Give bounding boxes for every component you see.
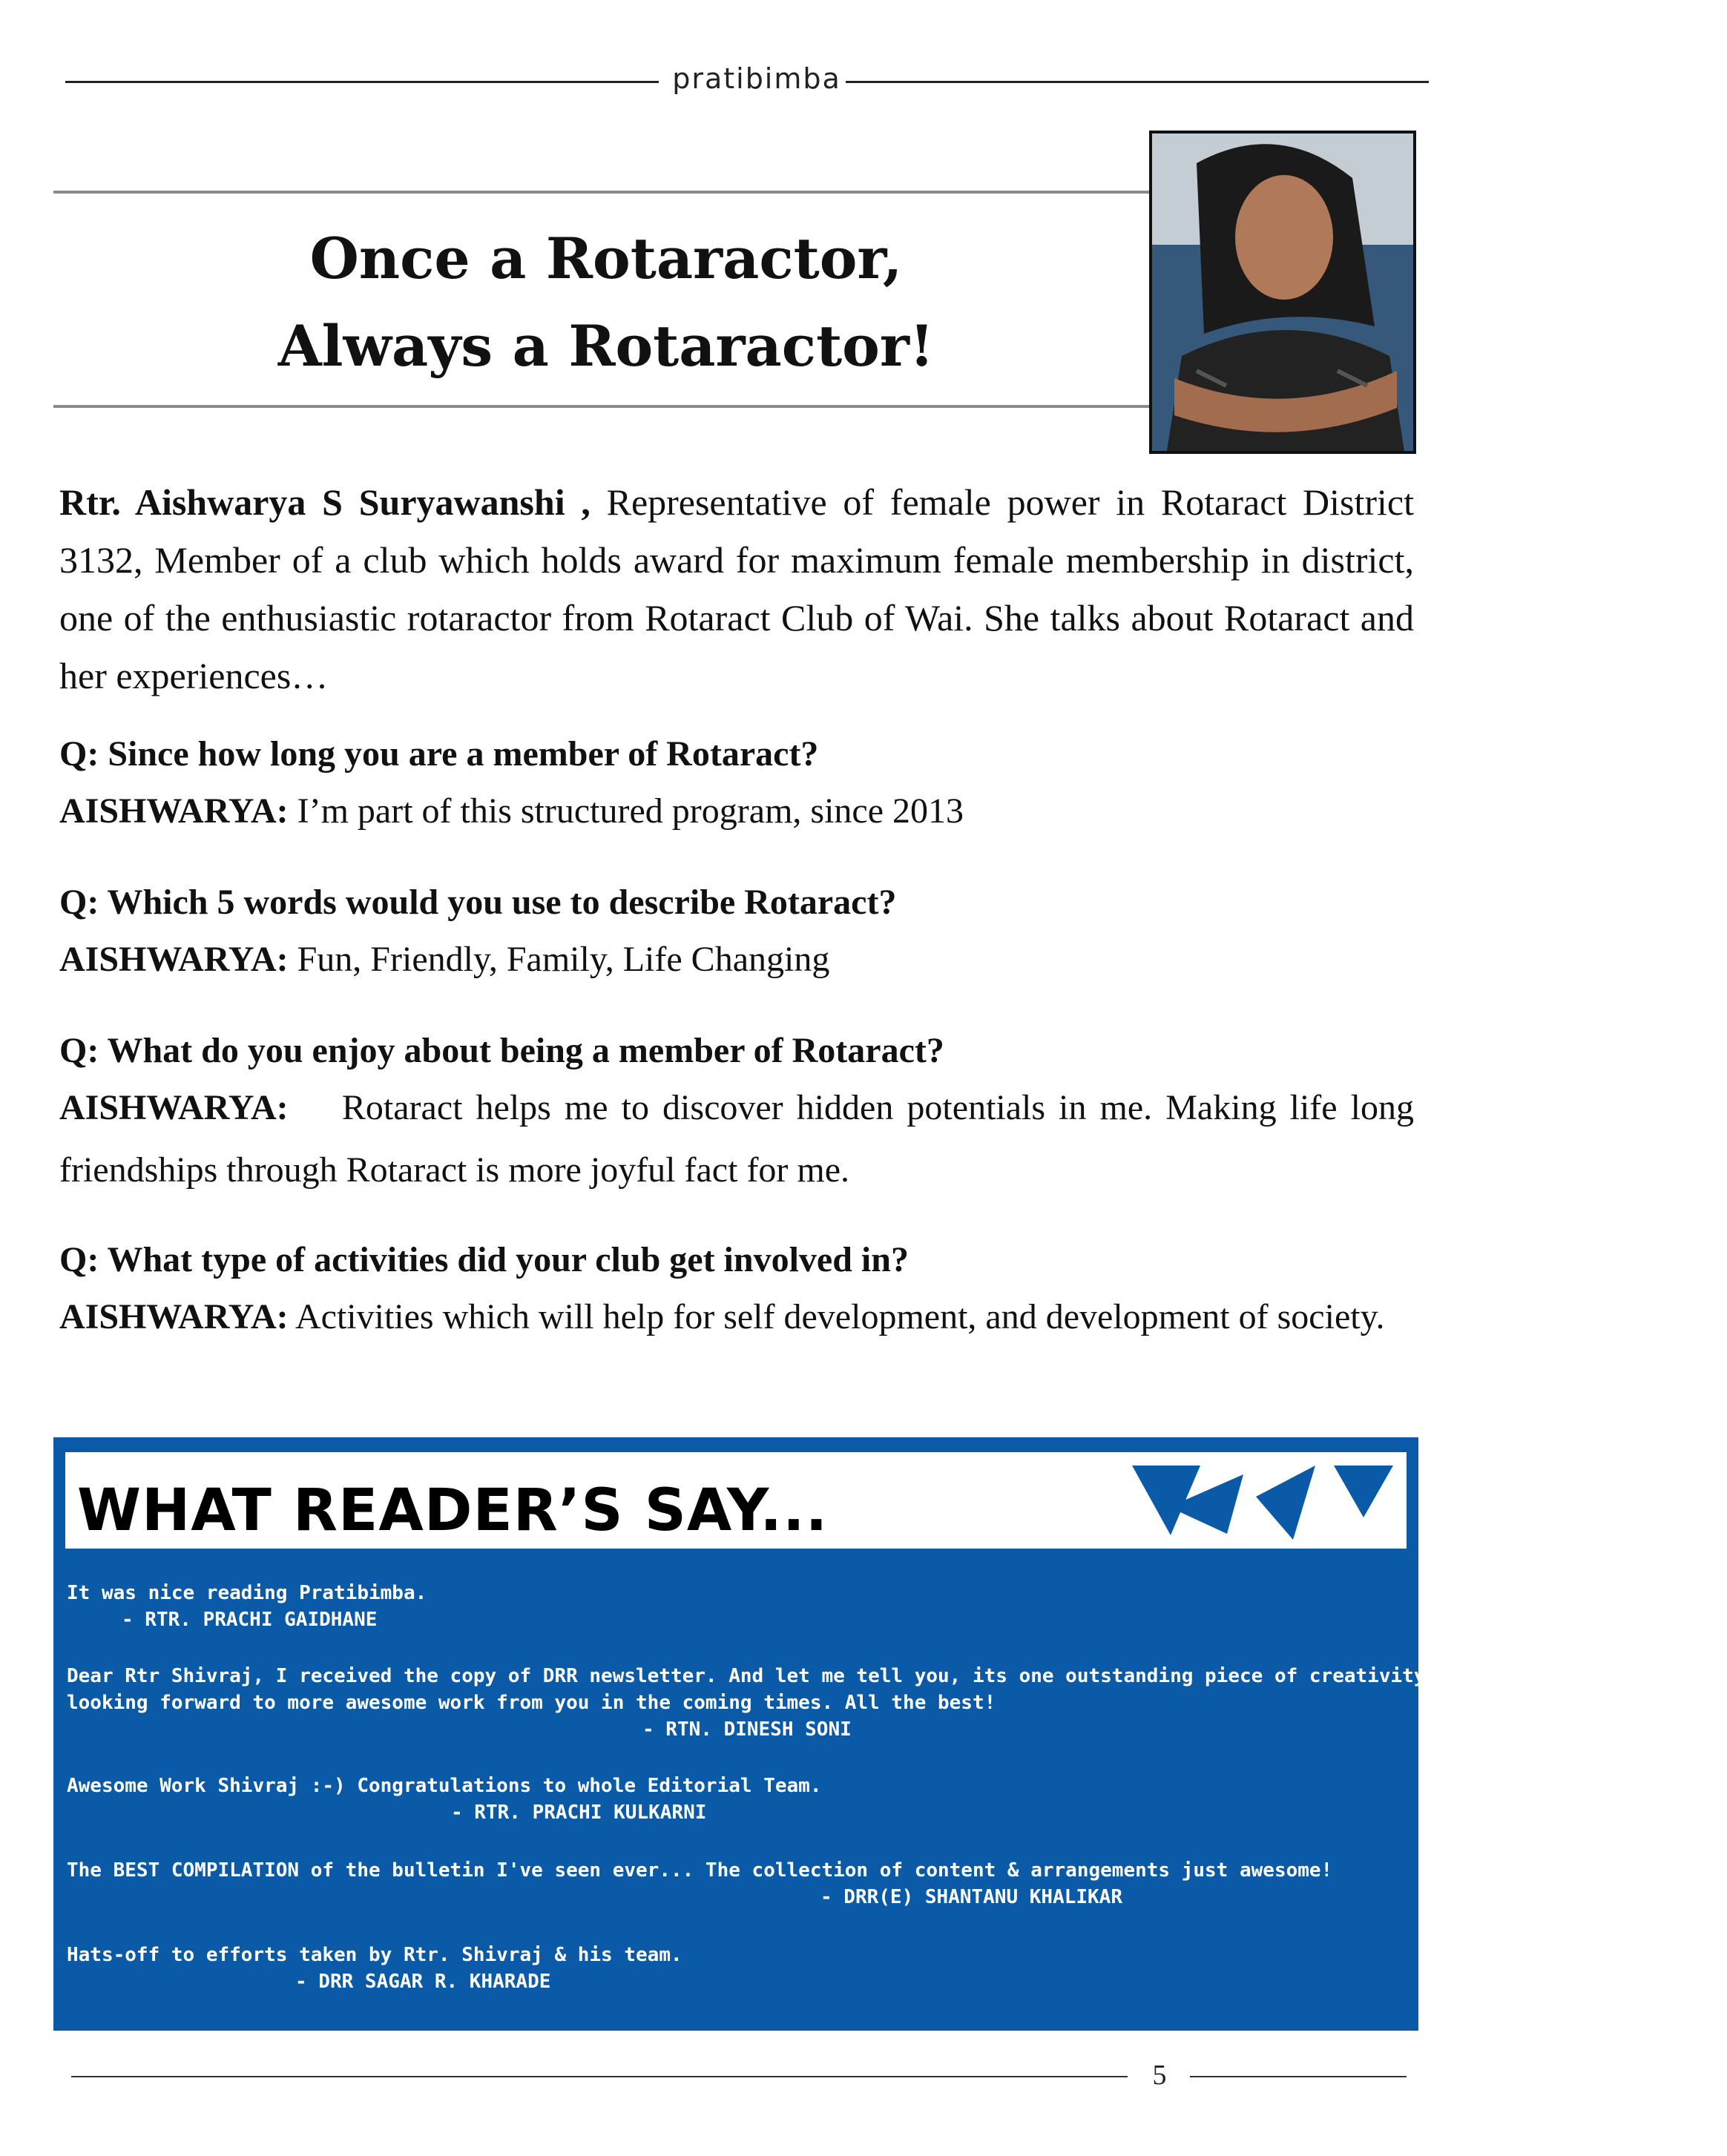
feedback-2-author: - RTN. DINESH SONI bbox=[642, 1718, 852, 1741]
readers-header bbox=[65, 1452, 1407, 1549]
feedback-5 bbox=[53, 1942, 1418, 1995]
question-3: Q: What do you enjoy about being a member of Rotaract? bbox=[59, 1031, 944, 1070]
intro-name: Rtr. Aishwarya S Suryawanshi , bbox=[59, 481, 591, 523]
qa-block-1 bbox=[59, 728, 1414, 843]
intro-paragraph bbox=[59, 473, 1414, 705]
speaker-4: AISHWARYA: bbox=[59, 1297, 289, 1336]
question-2: Q: Which 5 words would you use to describe Rotaract? bbox=[59, 883, 897, 922]
answer-3-text: Rotaract helps me to discover hidden potentials in me. Making life long friendships through Rotaract is more joyful fact for me. bbox=[59, 1088, 1415, 1190]
footer-rule-left bbox=[71, 2076, 1128, 2077]
speaker-1: AISHWARYA: bbox=[59, 791, 289, 831]
title-rule-top bbox=[53, 191, 1153, 194]
feedback-4 bbox=[53, 1857, 1418, 1911]
qa-block-2 bbox=[59, 877, 1414, 991]
intro-text: Representative of female power in Rotaract District 3132, Member of a club which holds award for maximum female membership in district, one of the enthusiastic rotaractor from Rotaract Club of Wai. She talks about Rotaract and her experiences… bbox=[59, 481, 1415, 696]
header-rule-left bbox=[65, 81, 659, 83]
newsletter-title: pratibimba bbox=[672, 62, 841, 95]
answer-1-text: I’m part of this structured program, since 2013 bbox=[297, 791, 964, 831]
feedback-3-text: Awesome Work Shivraj :-) Congratulations to whole Editorial Team. bbox=[67, 1775, 822, 1797]
speaker-2: AISHWARYA: bbox=[59, 940, 289, 979]
feedback-3 bbox=[53, 1773, 1418, 1826]
page-number: 5 bbox=[1152, 2060, 1167, 2091]
qa-block-4 bbox=[59, 1234, 1414, 1348]
qa-block-3 bbox=[59, 1025, 1414, 1201]
answer-4 bbox=[59, 1286, 1414, 1348]
question-4: Q: What type of activities did your club get involved in? bbox=[59, 1240, 909, 1279]
feedback-1 bbox=[53, 1580, 1418, 1633]
article-title-line-1: Once a Rotaractor, bbox=[309, 225, 903, 291]
portrait-photo bbox=[1149, 131, 1416, 454]
feedback-2-text-1: Dear Rtr Shivraj, I received the copy of DRR newsletter. And let me tell you, its one outstanding piece of creativity. Very good work done. I'm bbox=[67, 1665, 1727, 1687]
feedback-1-author: - RTR. PRACHI GAIDHANE bbox=[122, 1609, 378, 1631]
title-rule-bottom bbox=[53, 405, 1153, 408]
answer-2 bbox=[59, 929, 1414, 991]
feedback-2 bbox=[53, 1663, 1727, 1743]
header-rule-right bbox=[846, 81, 1429, 83]
readers-box bbox=[53, 1437, 1727, 2031]
speaker-3: AISHWARYA: bbox=[59, 1088, 289, 1127]
feedback-1-text: It was nice reading Pratibimba. bbox=[67, 1582, 427, 1604]
feedback-4-text: The BEST COMPILATION of the bulletin I've seen ever... The collection of content & arrangements just awesome! bbox=[67, 1859, 1333, 1882]
answer-1 bbox=[59, 780, 1414, 843]
article-title bbox=[53, 215, 1159, 390]
feedback-2-text-2: looking forward to more awesome work from you in the coming times. All the best! bbox=[67, 1692, 996, 1714]
feedback-5-author: - DRR SAGAR R. KHARADE bbox=[295, 1971, 551, 1993]
portrait-illustration bbox=[1152, 133, 1413, 451]
footer-rule-right bbox=[1190, 2076, 1407, 2077]
readers-title: WHAT READER’S SAY... bbox=[77, 1477, 829, 1544]
feedback-5-text: Hats-off to efforts taken by Rtr. Shivraj & his team. bbox=[67, 1944, 682, 1966]
answer-2-text: Fun, Friendly, Family, Life Changing bbox=[297, 940, 830, 979]
article-title-line-2: Always a Rotaractor! bbox=[277, 313, 935, 379]
question-1: Q: Since how long you are a member of Rotaract? bbox=[59, 734, 819, 774]
triangle-decoration-icon bbox=[1126, 1452, 1401, 1549]
feedback-4-author: - DRR(E) SHANTANU KHALIKAR bbox=[820, 1886, 1122, 1908]
answer-3 bbox=[59, 1077, 1414, 1201]
answer-4-text: Activities which will help for self development, and development of society. bbox=[295, 1297, 1385, 1336]
feedback-3-author: - RTR. PRACHI KULKARNI bbox=[451, 1801, 707, 1824]
